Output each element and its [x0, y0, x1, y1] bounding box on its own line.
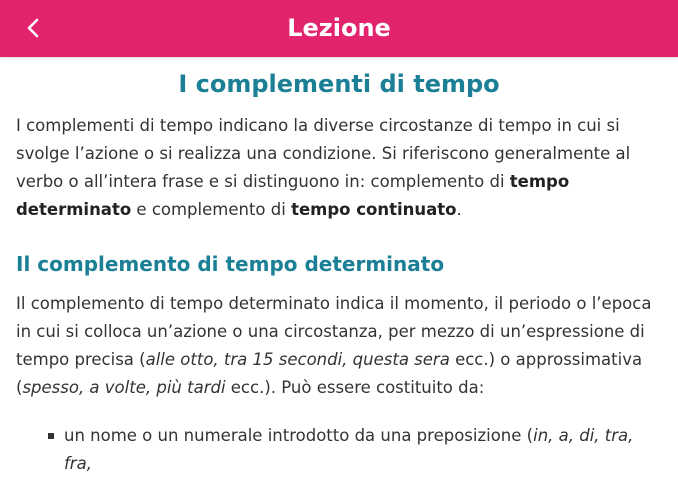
bullet-square-icon	[48, 433, 54, 439]
section-heading: Il complemento di tempo determinato	[16, 252, 445, 276]
bullet-list	[16, 422, 664, 478]
section-text-3: ecc.). Può essere costituito da:	[225, 378, 485, 397]
app-header	[0, 0, 678, 57]
intro-text-1: I complementi di tempo indicano la diverse circostanze di tempo in cui si svolge l’azione o si realizza una condizione. Si riferiscono generalmente al verbo o all’intera frase e si distinguono in: complemento di	[16, 116, 631, 191]
bullet-italic-examples: in, a, di, tra, fra,	[64, 426, 634, 473]
intro-bold-term-1: tempo determinato	[16, 172, 570, 219]
intro-text-3: .	[456, 200, 462, 219]
intro-bold-term-2: tempo continuato	[291, 200, 457, 219]
section-text-1: Il complemento di tempo determinato indica il momento, il periodo o l’epoca in cui si colloca un’azione o una circostanza, per mezzo di un’espressione di tempo precisa (	[16, 294, 652, 369]
page-title: I complementi di tempo	[178, 70, 500, 98]
bullet-text: un nome o un numerale introdotto da una preposizione (	[64, 426, 534, 445]
intro-paragraph	[16, 112, 664, 224]
list-item	[16, 422, 664, 478]
section-paragraph	[16, 290, 664, 402]
header-title: Lezione	[287, 14, 391, 42]
section-text-2: ecc.) o approssimativa (	[16, 350, 643, 397]
lesson-content	[0, 57, 678, 473]
section-italic-examples-1: alle otto, tra 15 secondi, questa sera	[145, 350, 450, 369]
back-button[interactable]	[14, 8, 54, 48]
chevron-left-icon	[23, 17, 45, 39]
intro-text-2: e complemento di	[131, 200, 292, 219]
section-italic-examples-2: spesso, a volte, più tardi	[22, 378, 226, 397]
